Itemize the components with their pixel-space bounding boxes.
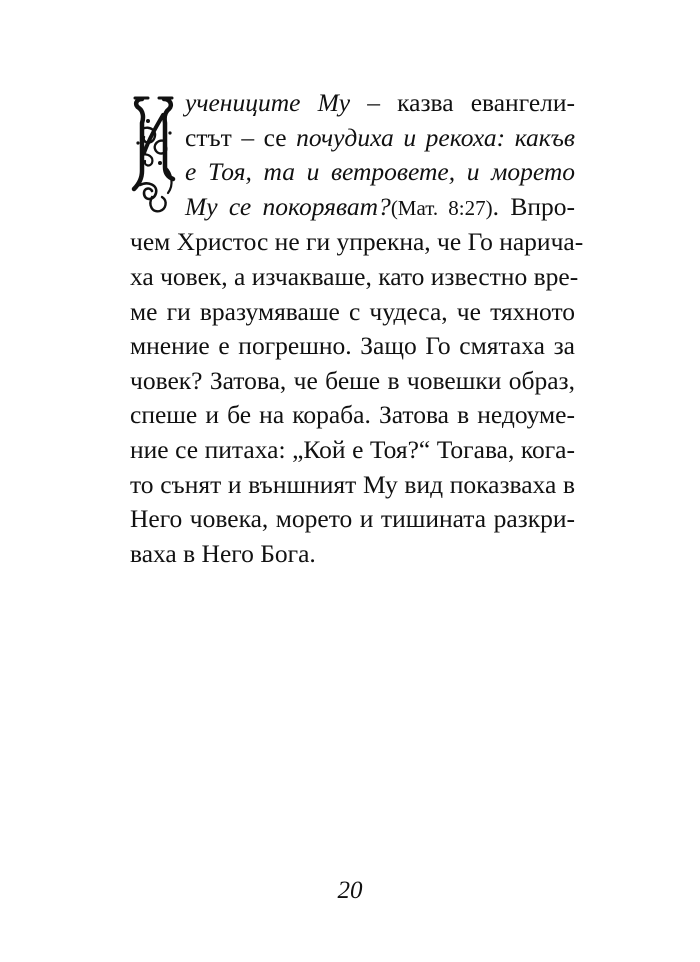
text-line	[130, 364, 575, 399]
text-line	[130, 155, 575, 190]
text-segment: – казва евангели-	[350, 88, 575, 117]
text-segment: ние се питаха: „Кой е Тоя?“ Тогава, кога-	[130, 434, 575, 464]
text-line	[130, 225, 584, 260]
text-segment: . Впро-	[492, 191, 575, 221]
quoted-text: учениците Му	[185, 88, 351, 117]
text-line	[130, 502, 575, 537]
text-segment: ваха в Него Бога.	[130, 538, 316, 568]
text-segment: чем Христос не ги упрекна, че Го нарича-	[130, 227, 584, 257]
quoted-text: Му се покоряват?	[185, 191, 391, 221]
text-line	[130, 468, 575, 503]
text-line	[130, 329, 575, 364]
scripture-reference: (Мат. 8:27)	[390, 195, 493, 220]
text-line	[130, 260, 579, 295]
text-line	[130, 398, 575, 433]
text-line	[130, 121, 575, 156]
text-line	[130, 190, 575, 226]
text-segment: то сънят и външният Му вид показваха в	[130, 469, 575, 499]
text-segment: спеше и бе на кораба. Затова в недоуме-	[130, 400, 575, 430]
text-segment: мнение е погрешно. Защо Го смятаха за	[130, 331, 575, 361]
text-segment: ха човек, а изчакваше, като известно вре-	[130, 261, 579, 291]
text-line	[130, 295, 575, 330]
quoted-text: е Тоя, та и ветровете, и морето	[185, 157, 575, 187]
text-segment: стът – се	[185, 122, 297, 152]
text-line	[130, 433, 575, 468]
quoted-text: почудиха и рекоха: какъв	[296, 122, 575, 152]
text-segment: Него човека, морето и тишината разкри-	[130, 504, 575, 534]
body-text	[130, 86, 584, 571]
page-number: 20	[337, 877, 363, 904]
text-segment: човек? Затова, че беше в човешки образ,	[130, 365, 575, 395]
text-segment: ме ги вразумяваше с чудеса, че тяхното	[130, 296, 575, 326]
text-line	[130, 86, 575, 121]
text-line	[130, 537, 575, 572]
